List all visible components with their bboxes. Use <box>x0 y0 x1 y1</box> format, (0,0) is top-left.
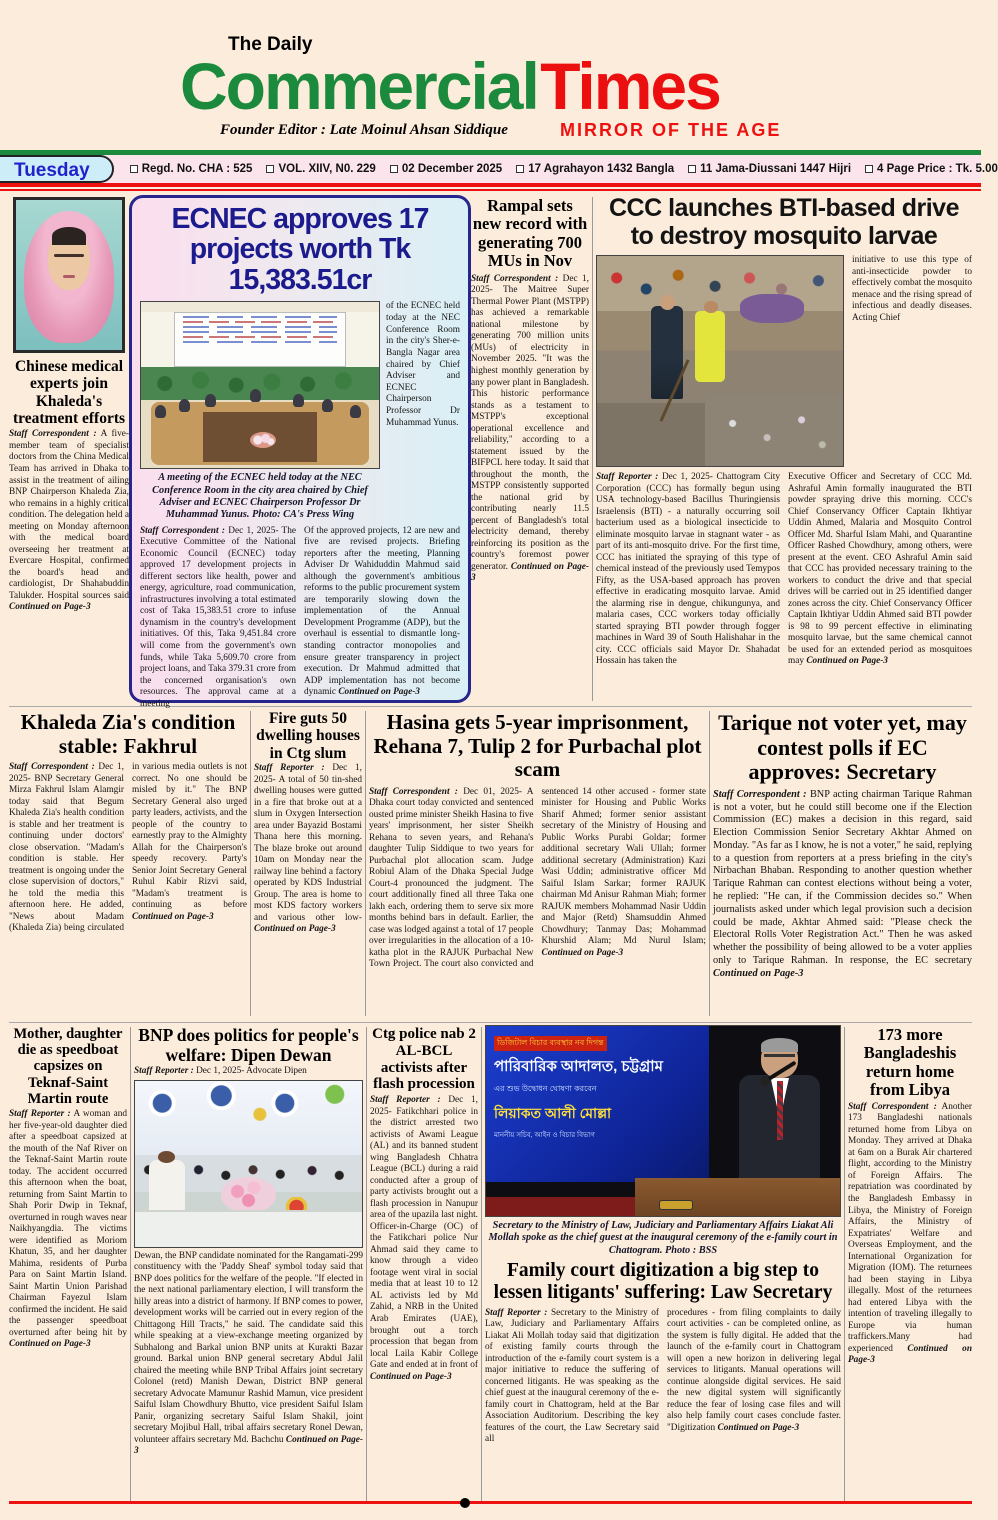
covered-cart-shape <box>740 294 804 323</box>
podium-mic-shape <box>659 1200 693 1210</box>
column-divider <box>592 197 593 701</box>
tie-shape <box>777 1081 783 1140</box>
article-body: Staff Correspondent : A five-member team of specialist doctors from the China Medical Team has arrived in Dhaka to assist in the treatment of ailing BNP Chairperson Khaleda Zia, who remains in a highly critical condition. The delegation held a meeting on Monday afternoon with the medical board overseeing her treatment at Evercare Hospital, confirmed the board's head and cardiologist, Dr Shahabuddin Talukder. Hospital sources said Continued on Page-3 <box>9 429 130 613</box>
headline: Mother, daughter die as speedboat capsizes on Teknaf-Saint Martin route <box>13 1026 123 1107</box>
photo-caption: Secretary to the Ministry of Law, Judiciary and Parliamentary Affairs Liakat Ali Mollah spoke as the chief guest at the inaugural ceremony of the e-family court in Chattogram. Photo : BSS <box>488 1220 838 1256</box>
ecnec-box <box>129 195 471 709</box>
logo-times: Times <box>540 49 720 123</box>
logo-commercial: Commercial <box>180 49 538 123</box>
person-shape <box>250 389 261 402</box>
article-speedboat <box>9 1025 127 1504</box>
headline: BNP does politics for people's welfare: Dipen Dewan <box>138 1025 359 1065</box>
checkbox-icon <box>390 165 398 173</box>
speaker-shape <box>734 1041 826 1182</box>
person-shape <box>205 394 216 407</box>
article-body: Staff Reporter : Secretary to the Ministry of Law, Judiciary and Parliamentary Affairs Liakat Ali Mollah today said that digitization of existing family courts through the introduction of the e-family court system is a major initiative to reduce the suffering of concerned litigants. He was speaking as the chief guest at the inaugural ceremony of the e-family court in Chattogram, held at the Bar Association Auditorium. Describing the key features of the court, the Law Secretary said all procedures - from filing complaints to daily court activities - can be completed online, as the system is fully digital. He added that the launch of the e-family court in Chattogram will open a new horizon in delivering legal services to litigants. Manual operations will continue alongside digital services. He said the new digital system will significantly reduce the fear of losing case files and will also help family court cases conclude faster. "Digitization Continued on Page-3 <box>485 1307 841 1445</box>
headline: ECNEC approves 17 projects worth Tk 15,383.51cr <box>171 203 429 296</box>
column-divider <box>130 1027 131 1502</box>
article-family-court <box>485 1025 841 1504</box>
article-fakhrul <box>9 709 247 1018</box>
headline: Fire guts 50 dwelling houses in Ctg slum <box>256 710 360 762</box>
article-body: Staff Correspondent : Dec 1, 2025- The Maitree Super Thermal Power Plant (MSTPP) has achieved a remarkable national milestone by generating 700 million units (MUs) of electricity in November 2025. "It was the highest monthly generation by any power plant in Bangladesh. This historic performance stands as a testament to MSTPP's exceptional operational excellence and reliability," according to a statement issued by the BIFPCL here today. It said that throughout the month, the MSTPP consistently supported the national grid by contributing nearly 11.5 percent of Bangladesh's total electricity demand, thereby reinforcing its position as the country's foremost power generator. Continued on Page-3 <box>471 273 590 584</box>
article-libya <box>848 1025 972 1504</box>
canopy-shape <box>135 1081 362 1156</box>
glasses-shape <box>764 1054 795 1057</box>
article-rampal <box>471 195 589 703</box>
headline: Family court digitization a big step to lessen litigants' suffering: Law Secretary <box>493 1260 833 1303</box>
article-body: Staff Reporter : Dec 1, 2025- Fatikchhari police in the district arrested two activists of Awami League (AL) and its banned student wing Bangladesh Chhatra League (BCL) during a raid conducted after a group of party activists brought out a flash procession in Nanupur area of the upazila last night. Officer-in-Charge (OC) of the Fatikchari police Nur Ahmad said they came to know through a video footage went viral in social media that at least 10 to 12 AL activists led by Md Zahid, a NRB in the United Arab Emirates (UAE), brought out a torch procession that began from local Laila Kabir College Gate and ended at in front of Continued on Page-3 <box>370 1095 479 1382</box>
middle-band <box>9 706 972 1018</box>
date-gregorian: 02 December 2025 <box>390 163 502 175</box>
checkbox-icon <box>688 165 696 173</box>
person-shape <box>322 399 333 412</box>
table-shape <box>135 1210 362 1247</box>
hair-shape <box>52 227 86 245</box>
page-price: 4 Page Price : Tk. 5.00 <box>865 163 998 175</box>
headline: CCC launches BTI-based drive to destroy mosquito larvae <box>609 194 959 250</box>
bottom-dot <box>460 1498 470 1508</box>
stage-banner <box>486 1026 709 1182</box>
podium-shape <box>635 1178 840 1216</box>
column-divider <box>481 1027 482 1502</box>
crowd-shape <box>597 256 843 311</box>
hair-shape <box>761 1038 798 1052</box>
masthead <box>0 0 981 150</box>
person-shape <box>155 405 166 418</box>
person-shape <box>179 399 190 412</box>
photo-caption: A meeting of the ECNEC held today at the NEC Conference Room in the city area chaired by Chief Adviser and ECNEC Chairperson Professor Dr Muhammad Yunus. Photo: CA's Press Wing <box>152 472 368 521</box>
column-divider <box>365 711 366 1016</box>
ccc-spraying-photo <box>596 255 844 467</box>
eyes-shape <box>54 254 84 257</box>
article-body: Staff Reporter : Dec 1, 2025- Chattogram City Corporation (CCC) has formally begun using USA technology-based Bacillus Thuringiensis Israelensis (BTI) - a naturally occurring soil bacterium used as a biological insecticide to eliminate mosquito larvae in stagnant water - as part of its anti-mosquito drive. For the first time, CCC has initiated the spraying of this type of chemical instead of the previously used Temypos Fifty, as the USA-based approach has proven effective in eradicating mosquito larvae. Amid the alarming rise in dengue, chikungunya, and malaria cases, CCC workers today officially started spraying BTI powder through fogger machines in Ward 39 of South Halishahar in the city. CCC officials said Mayor Dr. Shahadat Hossain has taken the Executive Officer and Secretary of CCC Md. Ashraful Amin formally inaugurated the BTI powder spraying drive this morning. CCC's Chief Conservancy Officer Captain Ikhtiyar Uddin Ahmed, Malaria and Mosquito Control Officer Md. Sharful Islam Mahi, and Quarantine Officer Rashed Chowdhury, among others, were present at the event. CEO Ashraful Amin said that CCC has provided necessary training to the workers to conduct the drive and that special drives will be carried out in 25 identified danger zones across the city. Chief Conservancy Officer Captain Ikhtiyar Uddin Ahmed said BTI powder is 98 to 99 percent effective in eliminating mosquito larvae, but the same chemical cannot be used for an extended period as mosquitoes may Continued on Page-3 <box>596 472 972 667</box>
date-bangla: 17 Agrahayon 1432 Bangla <box>516 163 674 175</box>
founder-editor-line: Founder Editor : Late Moinul Ahsan Siddique <box>220 122 508 138</box>
article-body: Staff Reporter : A woman and her five-year-old daughter died after a speedboat capsized at the mouth of the Naf River on the Teknaf-Saint Martin route today. The accident occurred this afternoon when the boat, returning from Saint Martin to Shah Porir Dwip in Teknaf, overturned in rough waves near Naikhyangdia. The victims were identified as Moriom Khatun, 35, and her daughter Mahima, residents of Purba Para on Saint Martin Island. Saint Martin Union Parishad Chairman Fayezul Islam confirmed the incident. He said the passenger speedboat overturned after being hit by Continued on Page-3 <box>9 1109 127 1350</box>
headline: 173 more Bangladeshis return home from Libya <box>863 1025 957 1100</box>
dipen-meeting-photo <box>134 1080 363 1248</box>
person-shape <box>293 394 304 407</box>
date-bar <box>0 150 998 187</box>
article-body: Staff Correspondent : Dec 1, 2025- The Executive Committee of the National Economic Council (ECNEC) today approved 17 development projects in different sectors like health, power and energy, agriculture, road communication, infrastructures involving a total estimated cost of Taka 15,383.51 crore to infuse dynamism in the country's development initiatives. Of this, Taka 9,451.84 crore will come from the government's own funds, while Taka 5,609.70 crore from project loans, and Taka 379.31 crore from the concerned organisation's own resources. The approval came at a meeting Of the approved projects, 12 are new and five are revised projects. Briefing reporters after the meeting, Planning Adviser Dr Wahiduddin Mahmud said although the government's ambitious reforms to the public procurement system are temporarily slowing down the implementation of the Annual Development Programme (ADP), but the overhaul is essential to dismantle long- standing contractor monopolies and ensure greater transparency in project execution. Dr Mahmud admitted that ADP implementation has not become dynamic Continued on Page-3 <box>140 525 460 709</box>
article-side-text: of the ECNEC held today at the NEC Conference Room in the city's Sher-e-Bangla Nagar area chaired by Chief Adviser and ECNEC Chairperson Professor Dr Muhammad Yunus. <box>386 301 460 428</box>
person-shape <box>350 405 361 418</box>
article-body: Staff Correspondent : Dec 1, 2025- BNP Secretary General Mirza Fakhrul Islam Alamgir today said that Begum Khaleda Zia's health condition is stable and her treatment is continuing under doctors' close observation. "Madam's condition is stable. Her treatment is ongoing under the close supervision of doctors," he told the media this afternoon here. He added, "News about Madam (Khaleda Zia) being circulated in various media outlets is not correct. No one should be misled by it." The BNP Secretary General also urged party leaders, activists, and the people of the country to earnestly pray to the Almighty Allah for the Chairperson's speedy recovery. Party's Senior Joint Secretary General Ruhul Kabir Rizvi said, "Madam's treatment is continuing as before Continued on Page-3 <box>9 762 247 934</box>
law-secretary-photo <box>485 1025 841 1217</box>
logo-the-daily: The Daily <box>228 34 313 55</box>
column-divider <box>844 1027 845 1502</box>
banner-line-3: এর শুভ উদ্বোধন ঘোষণা করবেন <box>494 1084 597 1093</box>
article-body: Dewan, the BNP candidate nominated for the Rangamati-299 constituency with the 'Paddy Sheaf' symbol today said that BNP does politics for the welfare of the people. "If elected in the next national parliamentary election, I will transform the hilly areas into a district of harmony. If BNP comes to power, development works will be carried out in every region of the Chittagong Hill Tracts," he said. The candidate said this while speaking at a view-exchange meeting organized by Subhalong and Barkal union BNP units at Kurakti Bazar ground. Barkal union BNP general secretary Abdul Jalil chaired the meeting while BNP Tribal Affairs joint secretary Colonel (retd) Manish Dewan, District BNP general secretary Advocate Mamunur Rashid Mamun, vice president Saiful Islam Chowdhury Bhutto, vice president Saiful Islam Panir, organizing secretary Saiful Islam Shakil, joint secretary Mojibul Hall, tribal affairs secretary Ronel Dewan, volunteer affairs secretary Md. Bachchu Continued on Page-3 <box>134 1250 364 1457</box>
regd-no: Regd. No. CHA : 525 <box>130 163 253 175</box>
headline: Chinese medical experts join Khaleda's treatment efforts <box>12 358 126 428</box>
stage-floor-shape <box>486 1197 635 1216</box>
article-ctg-police <box>370 1025 478 1504</box>
banner-line-5: মাননীয় সচিব, আইন ও বিচার বিভাগ <box>494 1132 595 1139</box>
column-divider <box>366 1027 367 1502</box>
article-body: Staff Correspondent : Dec 01, 2025- A Dhaka court today convicted and sentenced ousted prime minister Sheikh Hasina to five years' imprisonment, her sister Sheikh Rehana to seven years, and Rehana's daughter Tulip Siddique to two years for Purbachal plot allocation scam. Judge Robiul Alam of the Dhaka Special Judge Court-4 pronounced the judgment. The court additionally fined all three Taka one lakh each, ordering them to serve six more months behind bars in default. Earlier, the case was lodged against a total of 17 people over irregularities in the allocation of a 10-katha plot in the RAJUK Purbachal New Town Project. The court also convicted and sentenced 14 other accused - former state minister for Housing and Public Works Sharif Ahmed; former senior assistant secretary of the Ministry of Housing and Public Works Purabi Goldar; former additional secretary Wali Ullah; former additional secretary (Administration) Kazi Wasi Uddin; administrative officer Md Saiful Islam Sarkar; former RAJUK chairman Md Anisur Rahman Miah; former RAJUK members Mohammad Nasir Uddin and Major (Retd) Shamsuddin Ahmed Chowdhury; Tanmay Das; Mohammad Khurshid Alam; Md Nurul Islam; Continued on Page-3 <box>369 786 706 970</box>
column-divider <box>709 711 710 1016</box>
article-khaleda-experts <box>9 195 129 703</box>
vest-worker-shape <box>695 311 725 382</box>
headline: Rampal sets new record with generating 700 MUs in Nov <box>472 196 588 271</box>
article-dipen <box>134 1025 363 1504</box>
headline: Tarique not voter yet, may contest polls if EC approves: Secretary <box>718 710 967 785</box>
bouquet-shape <box>221 1177 275 1214</box>
bottom-band <box>9 1022 972 1504</box>
volume-no: VOL. XIIV, N0. 229 <box>266 163 375 175</box>
article-lead: Staff Reporter : Dec 1, 2025- Advocate Dipen <box>134 1066 307 1077</box>
article-ccc <box>596 195 972 703</box>
banner-line-1: ডিজিটাল বিচার ব্যবস্থার নব দিগন্ত <box>494 1036 607 1051</box>
article-ecnec <box>129 195 471 709</box>
banner-line-2: পারিবারিক আদালত, চট্টগ্রাম <box>494 1058 663 1075</box>
article-tarique <box>713 709 972 1018</box>
lips-shape <box>63 275 76 278</box>
article-body: Staff Correspondent : Another 173 Bangladeshi nationals returned home from Libya on Monday. They arrived at Dhaka at 6am on a Burak Air chartered flight, according to the Ministry of Foreign Affairs. The repatriation was coordinated by the Bangladesh Embassy in Libya, the Ministry of Foreign Affairs, the Ministry of Expatriates' Welfare and Overseas Employment, and the International Organization for Migration (IOM). The returnees had been staying in Libya illegally. Most of the returnees had entered Libya with the intention of traveling illegally to Europe via human traffickers.Many had experienced Continued on Page-3 <box>848 1101 972 1366</box>
article-fire <box>254 709 362 1018</box>
ecnec-meeting-photo <box>140 301 380 469</box>
khaleda-zia-portrait-photo <box>13 197 125 353</box>
date-items <box>114 155 998 183</box>
article-body: Staff Reporter : Dec 1, 2025- A total of 50 tin-shed dwelling houses were gutted in a fire that broke out at a slum in Oxygen Intersection area under Bayazid Bostami Thana here this morning. The blaze broke out around 10am on Monday near the railway line behind a factory operated by KDS Industrial Group. The area is home to most KDS factory workers and various other low- Continued on Page-3 <box>254 763 363 935</box>
banner-line-4: লিয়াকত আলী মোল্লা <box>494 1105 612 1121</box>
checkbox-icon <box>516 165 524 173</box>
motto: MIRROR OF THE AGE <box>560 120 782 140</box>
headline: Khaleda Zia's condition stable: Fakhrul <box>20 710 236 758</box>
date-hijri: 11 Jama-Diussani 1447 Hijri <box>688 163 851 175</box>
checkbox-icon <box>266 165 274 173</box>
checkbox-icon <box>865 165 873 173</box>
column-divider <box>250 711 251 1016</box>
top-band <box>9 194 972 709</box>
article-hasina <box>369 709 706 1018</box>
article-body: Staff Correspondent : BNP acting chairman Tarique Rahman is not a voter, but he could still become one if the Election Commission (EC) makes a decision in this regard, said Election Commission Senior Secretary Akhtar Ahmed on Monday. "As far as I know, he is not a voter," he said, replying to a question from reporters at a press briefing in the city's Nirbachan Bhaban. Responding to another question whether Tarique Rahman can contest elections without being a voter, he replied: "He can, if the Commission decides so." When journalists asked under which legal provision such a decision could be made, Akhtar Ahmed said: "Please check the Electoral Rolls Voter Registration Act." Then he was asked whether the possibility of being allowed to be a voter applies only to Tarique Rahman. In response, the EC secretary Continued on Page-3 <box>713 788 972 979</box>
checkbox-icon <box>130 165 138 173</box>
projection-screen-shape <box>174 312 345 367</box>
bottom-rule <box>9 1501 972 1504</box>
headline: Ctg police nab 2 AL-BCL activists after flash procession <box>372 1026 476 1093</box>
article-side-text: initiative to use this type of anti-insecticide powder to effectively combat the mosquito menace and the rising spread of infectious and deadly diseases. Acting Chief <box>852 255 972 324</box>
drain-garbage-shape <box>705 395 843 466</box>
day-label: Tuesday <box>0 155 114 183</box>
headline: Hasina gets 5-year imprisonment, Rehana 7, Tulip 2 for Purbachal plot scam <box>373 710 702 782</box>
